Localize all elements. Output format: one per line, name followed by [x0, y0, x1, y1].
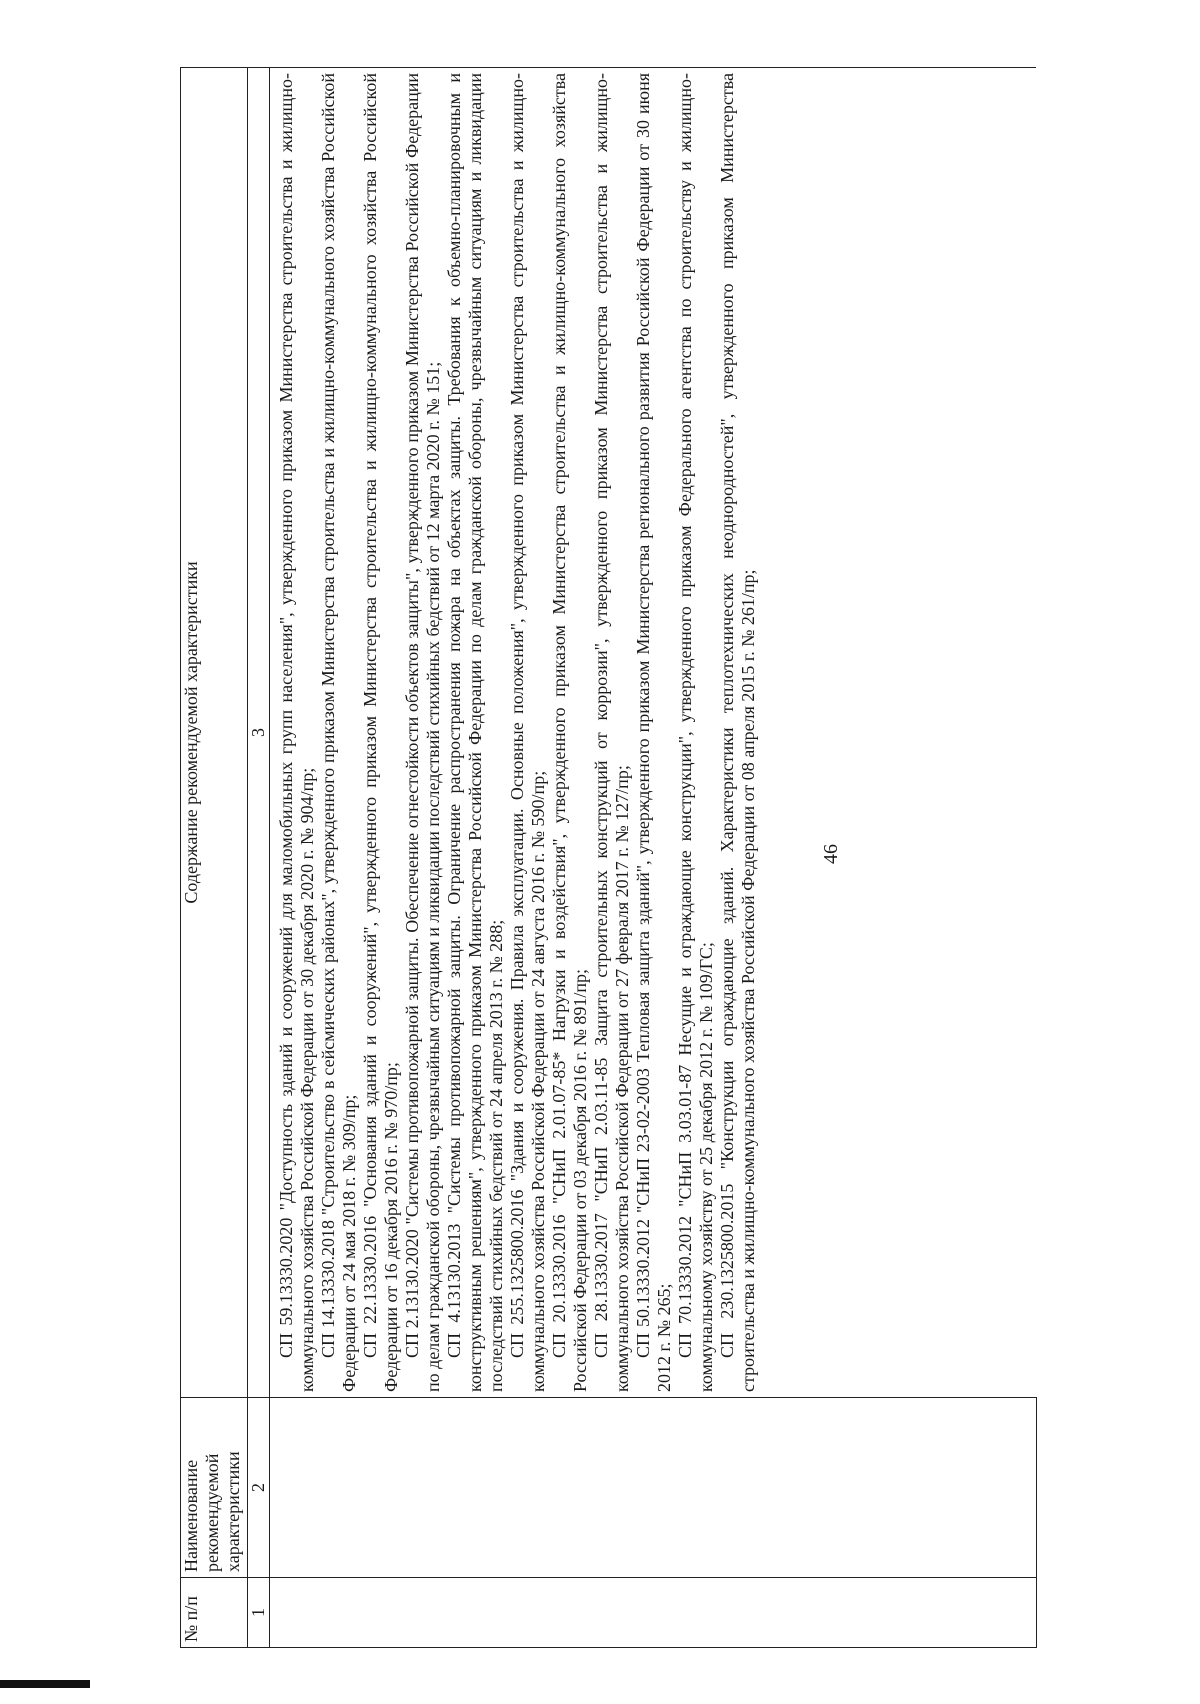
- rotated-document: [180, 68, 1070, 1648]
- table-body-row: [270, 68, 1037, 1648]
- page-number: 46: [820, 844, 842, 864]
- column-number-row: [248, 68, 270, 1648]
- cell-number: [270, 1578, 1037, 1648]
- column-number-2: 2: [248, 1398, 270, 1578]
- cell-name: [270, 1398, 1037, 1578]
- table-header-row: [181, 68, 248, 1648]
- header-content: Содержание рекомендуемой характеристики: [181, 68, 248, 1398]
- standard-item: СП 14.13330.2018 "Строительство в сейсмических районах", утвержденного приказом Министерства строительства и жилищно-коммунального хозяйства Российской Федерации от 24 мая 2018 г. № 309/пр;: [318, 73, 359, 1392]
- column-number-1: 1: [248, 1578, 270, 1648]
- column-number-3: 3: [248, 68, 270, 1398]
- standard-item: СП 28.13330.2017 "СНиП 2.03.11-85 Защита строительных конструкций от коррозии", утвержденного приказом Министерства строительства и жилищно-коммунального хозяйства Российской Федерации от 27 февраля 2017 г. № 127/пр;: [591, 73, 632, 1392]
- header-name: Наименование рекомендуемой характеристики: [181, 1398, 248, 1578]
- standard-item: СП 2.13130.2020 "Системы противопожарной защиты. Обеспечение огнестойкости объектов защиты", утвержденного приказом Министерства Российской Федерации по делам гражданской обороны, чрезвычайным ситуациям и ликвидации последствий стихийных бедствий от 12 марта 2020 г. № 151;: [402, 73, 443, 1392]
- standard-item: СП 22.13330.2016 "Основания зданий и сооружений", утвержденного приказом Министерства строительства и жилищно-коммунального хозяйства Российской Федерации от 16 декабря 2016 г. № 970/пр;: [360, 73, 401, 1392]
- standard-item: СП 4.13130.2013 "Системы противопожарной защиты. Ограничение распространения пожара на объектах защиты. Требования к объемно-планировочным и конструктивным решениям", утвержденного приказом Министерства Российской Федерации по делам гражданской обороны, чрезвычайным ситуациям и ликвидации последствий стихийных бедствий от 24 апреля 2013 г. № 288;: [444, 73, 506, 1392]
- standard-item: СП 59.13330.2020 "Доступность зданий и сооружений для маломобильных групп населения", утвержденного приказом Министерства строительства и жилищно-коммунального хозяйства Российской Федерации от 30 декабря 2020 г. № 904/пр;: [276, 73, 317, 1392]
- standard-item: СП 20.13330.2016 "СНиП 2.01.07-85* Нагрузки и воздействия", утвержденного приказом Министерства строительства и жилищно-коммунального хозяйства Российской Федерации от 03 декабря 2016 г. № 891/пр;: [549, 73, 590, 1392]
- header-number: № п/п: [181, 1578, 248, 1648]
- standard-item: СП 255.1325800.2016 "Здания и сооружения. Правила эксплуатации. Основные положения", утвержденного приказом Министерства строительства и жилищно-коммунального хозяйства Российской Федерации от 24 августа 2016 г. № 590/пр;: [507, 73, 548, 1392]
- standard-item: СП 230.1325800.2015 "Конструкции ограждающие зданий. Характеристики теплотехнических неоднородностей", утвержденного приказом Министерства строительства и жилищно-коммунального хозяйства Российской Федерации от 08 апреля 2015 г. № 261/пр;: [717, 73, 758, 1392]
- standard-item: СП 50.13330.2012 "СНиП 23-02-2003 Тепловая защита зданий", утвержденного приказом Министерства регионального развития Российской Федерации от 30 июня 2012 г. № 265;: [633, 73, 674, 1392]
- standard-item: СП 70.13330.2012 "СНиП 3.03.01-87 Несущие и ограждающие конструкции", утвержденного приказом Федерального агентства по строительству и жилищно-коммунальному хозяйству от 25 декабря 2012 г. № 109/ГС;: [675, 73, 716, 1392]
- characteristics-table: [180, 67, 1037, 1648]
- scan-edge-mark: [0, 1680, 90, 1688]
- cell-content: [270, 68, 1037, 1398]
